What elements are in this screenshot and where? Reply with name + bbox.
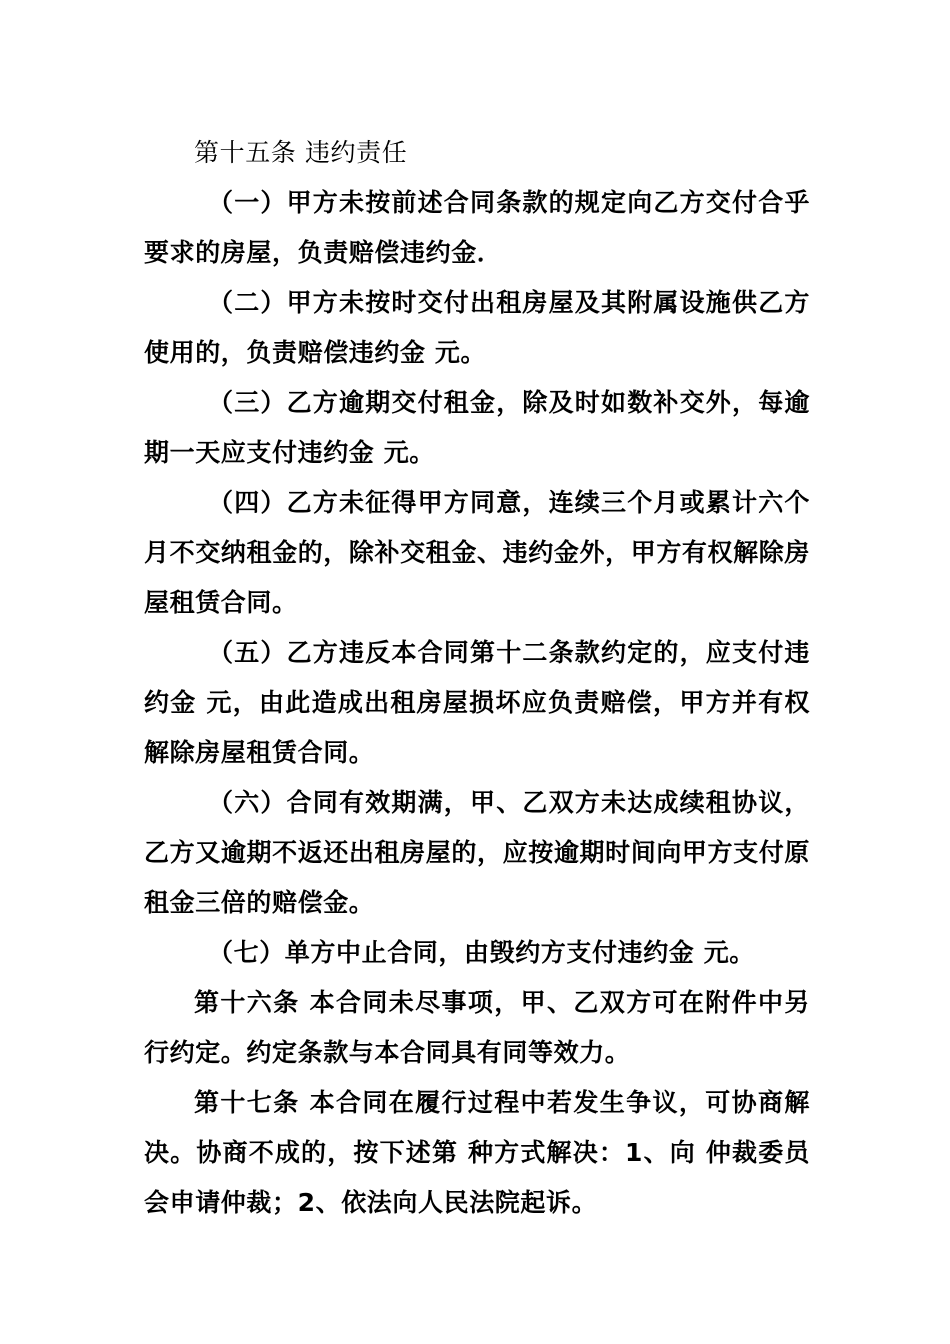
clause-2: （二）甲方未按时交付出租房屋及其附属设施供乙方使用的，负责赔偿违约金 元。 [144,288,810,367]
clause-6: （六）合同有效期满，甲、乙双方未达成续租协议，乙方又逾期不返还出租房屋的，应按逾期时间向甲方支付原租金三倍的赔偿金。 [144,788,810,917]
article-15-heading: 第十五条 违约责任 [194,138,408,167]
article-16: 第十六条 本合同未尽事项，甲、乙双方可在附件中另行约定。约定条款与本合同具有同等效力。 [144,988,810,1067]
contract-text [144,128,810,1228]
article-17: 第十七条 本合同在履行过程中若发生争议，可协商解决。协商不成的，按下述第 种方式解决：1、向 仲裁委员会申请仲裁；2、依法向人民法院起诉。 [144,1088,810,1217]
clause-1: （一）甲方未按前述合同条款的规定向乙方交付合乎要求的房屋，负责赔偿违约金． [144,188,810,267]
clause-7: （七）单方中止合同，由毁约方支付违约金 元。 [208,938,755,967]
clause-4: （四）乙方未征得甲方同意，连续三个月或累计六个月不交纳租金的，除补交租金、违约金外，甲方有权解除房屋租赁合同。 [144,488,810,617]
clause-3: （三）乙方逾期交付租金，除及时如数补交外，每逾期一天应支付违约金 元。 [144,388,810,467]
clause-5: （五）乙方违反本合同第十二条款约定的，应支付违约金 元，由此造成出租房屋损坏应负责赔偿，甲方并有权解除房屋租赁合同。 [144,638,810,767]
